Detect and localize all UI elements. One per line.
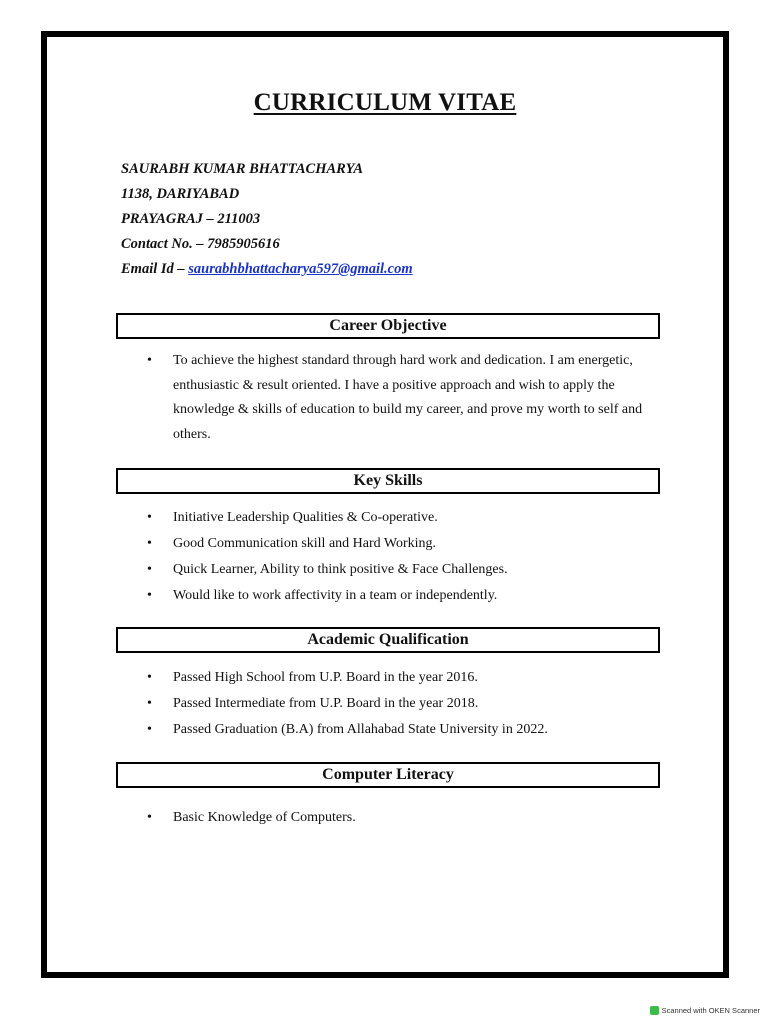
- list-item: • Initiative Leadership Qualities & Co-operative.: [147, 505, 667, 531]
- key-skills-list: [147, 505, 667, 609]
- email-label: Email Id –: [121, 261, 189, 277]
- list-item: • Passed Graduation (B.A) from Allahabad State University in 2022.: [147, 717, 667, 743]
- scanner-watermark: [650, 1006, 760, 1015]
- list-item: • Good Communication skill and Hard Working.: [147, 531, 667, 557]
- contact-block: [121, 157, 413, 282]
- email-row: [121, 257, 413, 282]
- scanner-logo-icon: [650, 1006, 659, 1015]
- list-item: • To achieve the highest standard through hard work and dedication. I am energetic, enthusiastic & result oriented. I have a positive approach and wish to apply the knowledge & skills of education to build my career, and prove my worth to self and others.: [147, 349, 667, 447]
- contact-number: Contact No. – 7985905616: [121, 236, 280, 252]
- computer-literacy-heading: Computer Literacy: [116, 762, 660, 788]
- applicant-name: SAURABH KUMAR BHATTACHARYA: [121, 161, 364, 177]
- email-link[interactable]: saurabhbhattacharya597@gmail.com: [188, 261, 413, 277]
- document-title: CURRICULUM VITAE: [253, 89, 517, 116]
- list-item: • Quick Learner, Ability to think positive & Face Challenges.: [147, 557, 667, 583]
- list-item: • Basic Knowledge of Computers.: [147, 805, 667, 831]
- address-line-2: PRAYAGRAJ – 211003: [121, 211, 261, 227]
- page-border: [41, 31, 729, 978]
- academic-qualification-list: [147, 665, 667, 743]
- key-skills-heading: Key Skills: [116, 468, 660, 494]
- address-line-1: 1138, DARIYABAD: [121, 186, 240, 202]
- watermark-text: Scanned with OKEN Scanner: [661, 1006, 760, 1015]
- list-item: • Would like to work affectivity in a team or independently.: [147, 583, 667, 609]
- career-objective-list: [147, 349, 667, 447]
- career-objective-heading: Career Objective: [116, 313, 660, 339]
- list-item: • Passed Intermediate from U.P. Board in the year 2018.: [147, 691, 667, 717]
- list-item: • Passed High School from U.P. Board in the year 2016.: [147, 665, 667, 691]
- academic-qualification-heading: Academic Qualification: [116, 627, 660, 653]
- computer-literacy-list: [147, 805, 667, 831]
